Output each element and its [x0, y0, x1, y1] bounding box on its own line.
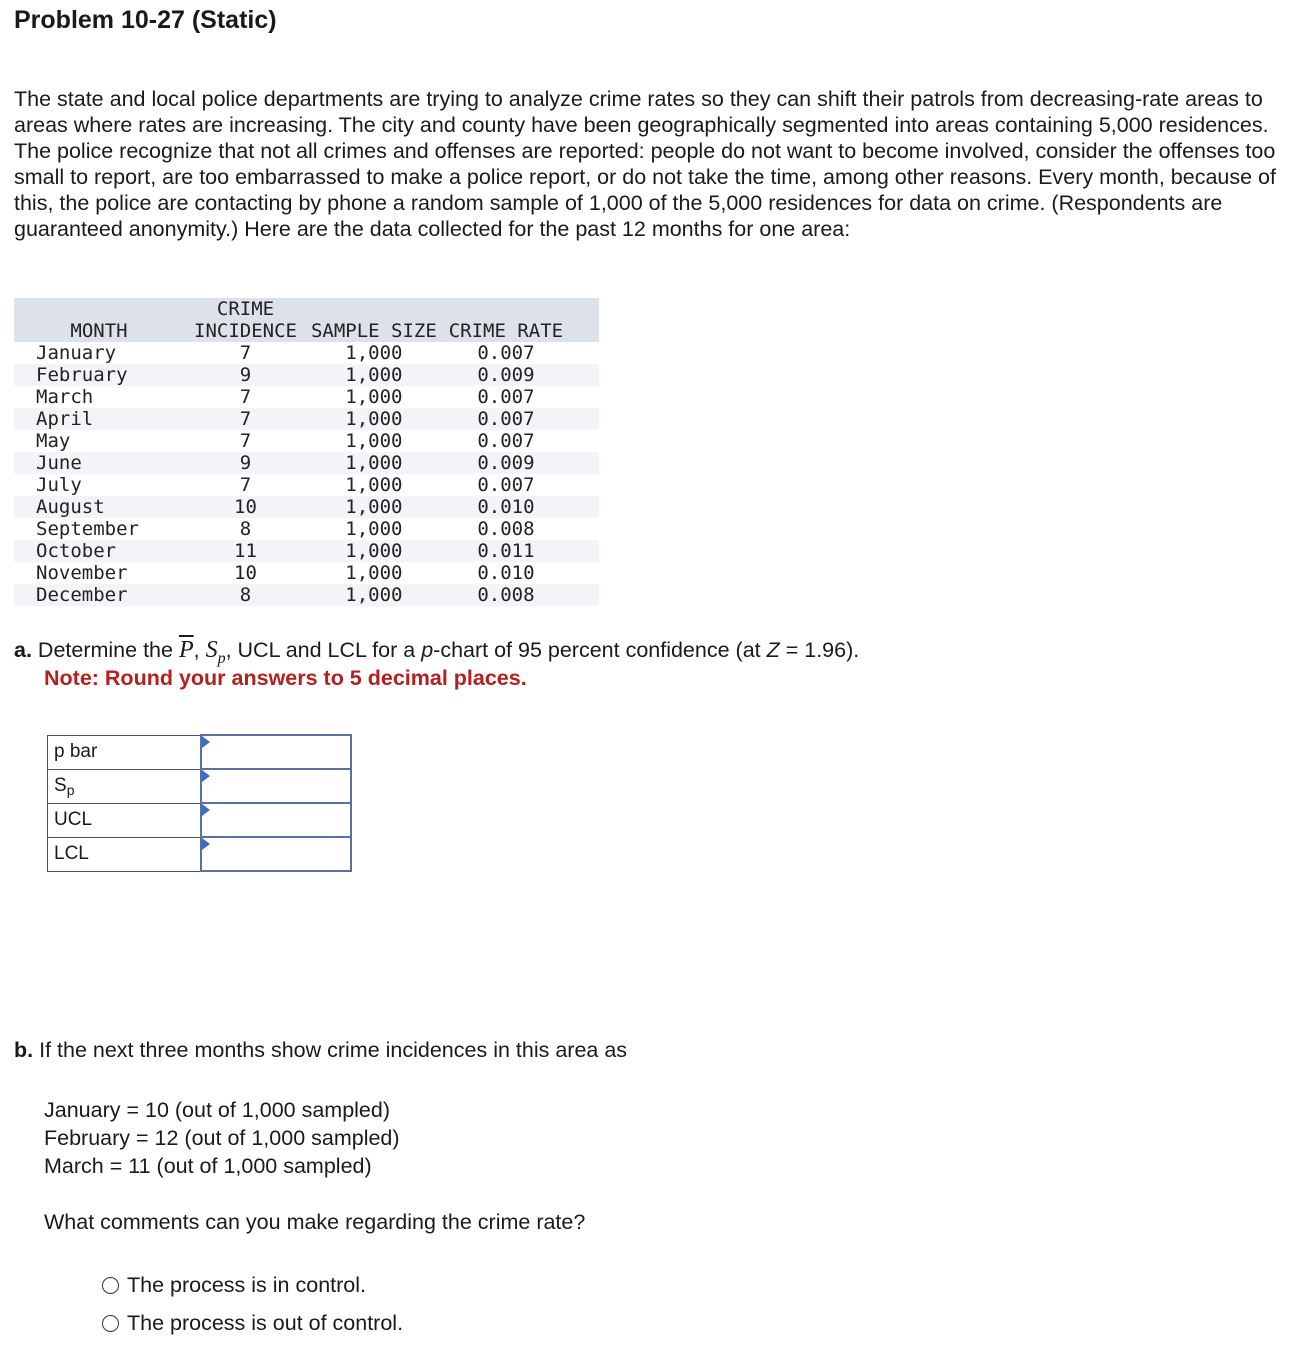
- table-row: [14, 364, 599, 386]
- input-flag-icon: [202, 804, 210, 816]
- cell-sample-size: 1,000: [307, 496, 441, 518]
- cell-incidence: 7: [239, 430, 252, 452]
- cell-crime-rate: 0.009: [441, 452, 599, 474]
- part-a-text-before: Determine the: [37, 638, 173, 662]
- cell-sample-size: 1,000: [345, 518, 403, 540]
- sp-symbol-letter: S: [205, 637, 218, 663]
- cell-incidence: 9: [184, 452, 307, 474]
- answer-row-ucl: [48, 803, 352, 837]
- lcl-input[interactable]: [202, 839, 350, 869]
- cell-incidence: 8: [184, 584, 307, 606]
- cell-sample-size: 1,000: [345, 562, 403, 584]
- cell-sample-size: 1,000: [307, 584, 441, 606]
- part-a-label: a.: [14, 638, 32, 662]
- cell-sample-size: 1,000: [307, 364, 441, 386]
- cell-month: September: [36, 518, 139, 540]
- cell-sample-size: 1,000: [307, 452, 441, 474]
- answer-label-pbar: p bar: [48, 735, 202, 769]
- sp-symbol: [205, 637, 226, 667]
- input-flag-icon: [202, 838, 210, 850]
- answer-label-ucl: UCL: [48, 803, 202, 837]
- col-header-sample-size: SAMPLE SIZE: [307, 298, 441, 342]
- cell-month: August: [14, 496, 184, 518]
- cell-sample-size: 1,000: [307, 540, 441, 562]
- list-item: February = 12 (out of 1,000 sampled): [44, 1126, 400, 1150]
- part-a-text-end: -chart of 95 percent confidence (at: [433, 638, 761, 662]
- radio-button[interactable]: [102, 1315, 119, 1332]
- table-row: [14, 540, 599, 562]
- cell-month: June: [14, 452, 184, 474]
- answer-row-lcl: [48, 837, 352, 871]
- cell-incidence: 7: [239, 386, 252, 408]
- table-row: [14, 430, 599, 452]
- sp-input[interactable]: [202, 771, 350, 801]
- answer-label-sp-sub: p: [66, 781, 75, 798]
- option-label: The process is out of control.: [127, 1310, 404, 1335]
- cell-incidence: 8: [239, 518, 252, 540]
- table-row: [14, 518, 599, 540]
- z-value: = 1.96).: [779, 638, 860, 662]
- cell-month: October: [14, 540, 184, 562]
- answer-options: [102, 1266, 403, 1342]
- part-b-text: If the next three months show crime incidences in this area as: [39, 1038, 628, 1062]
- cell-incidence: 7: [239, 342, 252, 364]
- answer-label-sp-letter: S: [54, 774, 67, 796]
- answer-row-sp: [48, 769, 352, 803]
- answer-grid: [47, 734, 352, 872]
- cell-incidence: 7: [239, 474, 252, 496]
- cell-month: April: [14, 408, 184, 430]
- part-a-text-after: , UCL and LCL for a: [225, 638, 416, 662]
- answer-row-pbar: [48, 735, 352, 769]
- cell-incidence: 11: [184, 540, 307, 562]
- ucl-input[interactable]: [202, 805, 350, 835]
- radio-button[interactable]: [102, 1277, 119, 1294]
- cell-incidence: 10: [184, 496, 307, 518]
- cell-sample-size: 1,000: [345, 430, 403, 452]
- table-row: [14, 408, 599, 430]
- cell-crime-rate: 0.007: [477, 386, 535, 408]
- sp-symbol-sub: p: [217, 649, 226, 667]
- pchart-italic: p: [421, 638, 434, 662]
- cell-crime-rate: 0.011: [441, 540, 599, 562]
- cell-month: March: [36, 386, 94, 408]
- cell-month: July: [36, 474, 82, 496]
- table-row: [14, 342, 599, 364]
- table-row: [14, 452, 599, 474]
- crime-data-table: [14, 298, 599, 606]
- cell-sample-size: 1,000: [345, 474, 403, 496]
- list-item: March = 11 (out of 1,000 sampled): [44, 1154, 372, 1178]
- cell-month: December: [14, 584, 184, 606]
- next-months-list: [44, 1096, 400, 1180]
- cell-crime-rate: 0.007: [477, 474, 535, 496]
- cell-crime-rate: 0.010: [441, 496, 599, 518]
- table-row: [14, 496, 599, 518]
- cell-month: May: [36, 430, 71, 452]
- option-out-of-control[interactable]: [102, 1304, 403, 1342]
- pbar-input[interactable]: [202, 737, 350, 767]
- col-header-crime-incidence: CRIME INCIDENCE: [184, 298, 307, 342]
- cell-crime-rate: 0.008: [441, 584, 599, 606]
- cell-incidence: 7: [184, 408, 307, 430]
- cell-incidence: 9: [184, 364, 307, 386]
- part-a-question: a. Determine the $\overline{P}$, $S_p$, UCL and LCL for a p-chart of 95 percent confidence (at Z = 1.96).: [14, 637, 860, 667]
- cell-crime-rate: 0.007: [477, 430, 535, 452]
- cell-sample-size: 1,000: [345, 386, 403, 408]
- cell-incidence: 10: [234, 562, 257, 584]
- part-b-question: [14, 1038, 627, 1063]
- problem-intro: The state and local police departments are trying to analyze crime rates so they can shift their patrols from decreasing-rate areas to areas where rates are increasing. The city and county have been geographically segmented into areas containing 5,000 residences. The police recognize that not all crimes and offenses are reported: people do not want to become involved, consider the offenses too small to report, are too embarrassed to make a police report, or do not take the time, among other reasons. Every month, because of this, the police are contacting by phone a random sample of 1,000 of the 5,000 residences for data on crime. (Respondents are guaranteed anonymity.) Here are the data collected for the past 12 months for one area:: [14, 87, 1276, 241]
- cell-month: February: [14, 364, 184, 386]
- answer-label-sp: [48, 769, 202, 803]
- answer-cell-ucl: [201, 803, 351, 837]
- col-header-month: MONTH: [14, 298, 184, 342]
- table-row: [14, 584, 599, 606]
- table-row: [14, 474, 599, 496]
- cell-crime-rate: 0.007: [441, 408, 599, 430]
- option-label: The process is in control.: [127, 1272, 366, 1297]
- input-flag-icon: [202, 736, 210, 748]
- answer-label-lcl: LCL: [48, 837, 202, 871]
- list-item: January = 10 (out of 1,000 sampled): [44, 1098, 391, 1122]
- part-b-label: b.: [14, 1038, 34, 1062]
- page-title: Problem 10-27 (Static): [14, 6, 277, 34]
- p-bar-symbol: $\overline{P}$: [178, 637, 194, 663]
- option-in-control[interactable]: [102, 1266, 403, 1304]
- cell-sample-size: 1,000: [345, 342, 403, 364]
- cell-crime-rate: 0.008: [477, 518, 535, 540]
- table-header-row: [14, 298, 599, 342]
- col-header-crime-rate: CRIME RATE: [441, 298, 599, 342]
- cell-month: November: [36, 562, 128, 584]
- answer-cell-sp: [201, 769, 351, 803]
- table-row: [14, 386, 599, 408]
- z-symbol: Z: [766, 638, 780, 662]
- cell-sample-size: 1,000: [307, 408, 441, 430]
- cell-crime-rate: 0.007: [477, 342, 535, 364]
- cell-crime-rate: 0.010: [477, 562, 535, 584]
- table-row: [14, 562, 599, 584]
- answer-cell-pbar: [201, 735, 351, 769]
- cell-month: January: [36, 342, 117, 364]
- cell-crime-rate: 0.009: [441, 364, 599, 386]
- input-flag-icon: [202, 770, 210, 782]
- rounding-note: Note: Round your answers to 5 decimal places.: [44, 666, 527, 690]
- crime-rate-question: What comments can you make regarding the crime rate?: [44, 1210, 586, 1234]
- answer-cell-lcl: [201, 837, 351, 871]
